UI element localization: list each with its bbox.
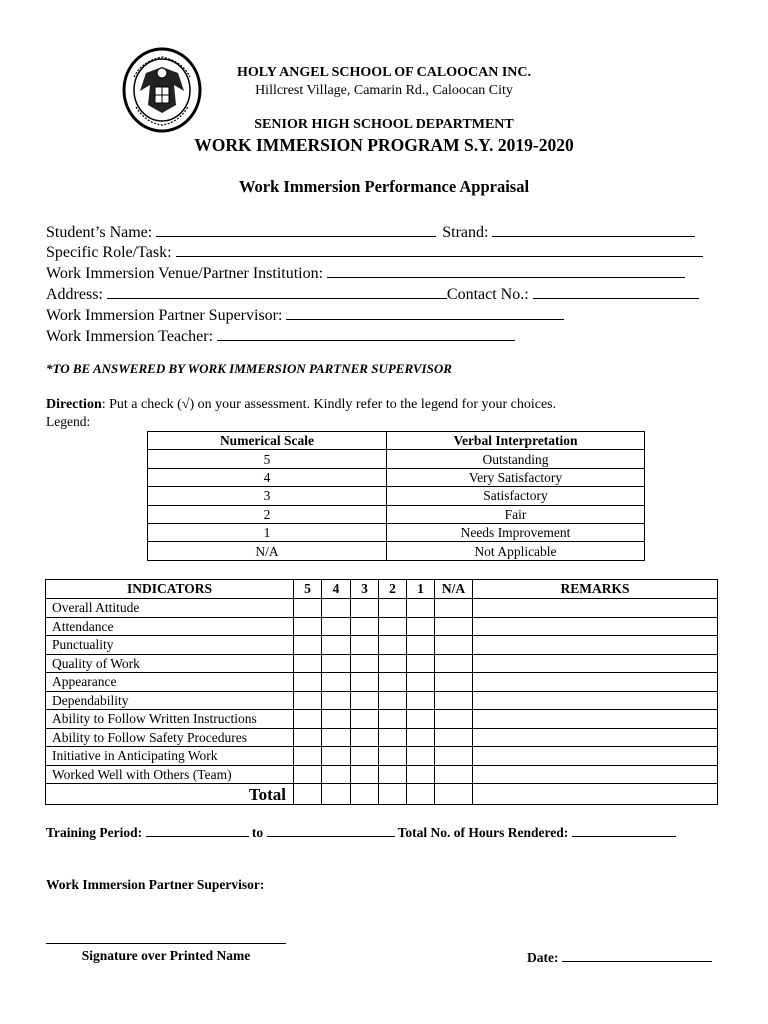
score-na-cell[interactable]	[435, 636, 473, 655]
supervisor-field[interactable]	[286, 304, 564, 320]
score-na-cell[interactable]	[435, 710, 473, 729]
score-4-cell[interactable]	[322, 599, 351, 618]
legend-interpretation: Outstanding	[387, 450, 645, 468]
score-4-cell[interactable]	[322, 728, 351, 747]
training-start-field[interactable]	[146, 823, 249, 837]
school-address: Hillcrest Village, Camarin Rd., Caloocan City	[255, 83, 513, 98]
score-na-cell[interactable]	[435, 691, 473, 710]
score-3-cell[interactable]	[351, 673, 379, 692]
indicators-header: INDICATORS	[46, 580, 294, 599]
score-3-cell[interactable]	[351, 747, 379, 766]
score-5-cell[interactable]	[294, 636, 322, 655]
score-2-cell[interactable]	[379, 654, 407, 673]
indicator-row	[46, 747, 718, 766]
legend-interpretation: Very Satisfactory	[387, 468, 645, 486]
legend-table	[147, 431, 645, 561]
score-header-1: 1	[407, 580, 435, 599]
score-1-cell[interactable]	[407, 599, 435, 618]
training-end-field[interactable]	[267, 823, 395, 837]
school-seal	[122, 47, 202, 133]
legend-row	[148, 505, 645, 523]
school-seal-icon	[122, 47, 202, 133]
partner-supervisor-label: Work Immersion Partner Supervisor:	[46, 877, 265, 892]
address-field[interactable]	[107, 283, 447, 299]
signature-label: Signature over Printed Name	[81, 948, 251, 963]
legend-scale: N/A	[148, 542, 387, 560]
score-3-cell[interactable]	[351, 654, 379, 673]
score-na-cell[interactable]	[435, 728, 473, 747]
legend-row	[148, 523, 645, 541]
supervisor-row	[46, 304, 736, 325]
score-2-cell[interactable]	[379, 728, 407, 747]
indicator-row	[46, 599, 718, 618]
total-hours-label: Total No. of Hours Rendered:	[397, 825, 569, 840]
score-4-cell[interactable]	[322, 765, 351, 784]
training-period-label: Training Period:	[46, 825, 143, 840]
indicator-label: Attendance	[46, 617, 294, 636]
direction-text	[46, 397, 556, 413]
role-row	[46, 241, 736, 262]
legend-row	[148, 542, 645, 560]
indicator-row	[46, 710, 718, 729]
score-3-cell[interactable]	[351, 636, 379, 655]
legend-interpretation: Not Applicable	[387, 542, 645, 560]
legend-label: Legend:	[46, 414, 91, 429]
supervisor-label: Work Immersion Partner Supervisor:	[46, 307, 283, 324]
score-4-cell[interactable]	[322, 617, 351, 636]
score-2-cell[interactable]	[379, 636, 407, 655]
score-1-cell[interactable]	[407, 728, 435, 747]
score-2-cell[interactable]	[379, 691, 407, 710]
indicator-label: Ability to Follow Safety Procedures	[46, 728, 294, 747]
score-4-cell[interactable]	[322, 673, 351, 692]
school-name: HOLY ANGEL SCHOOL OF CALOOCAN INC.	[236, 65, 532, 80]
total-cell[interactable]	[473, 784, 718, 805]
remarks-cell[interactable]	[473, 654, 718, 673]
legend-row	[148, 487, 645, 505]
score-5-cell[interactable]	[294, 691, 322, 710]
indicator-label: Appearance	[46, 673, 294, 692]
remarks-cell[interactable]	[473, 617, 718, 636]
score-header-2: 2	[379, 580, 407, 599]
score-header-5: 5	[294, 580, 322, 599]
score-3-cell[interactable]	[351, 617, 379, 636]
legend-row	[148, 468, 645, 486]
direction-label: Direction	[46, 397, 102, 412]
program-title: WORK IMMERSION PROGRAM S.Y. 2019-2020	[194, 135, 574, 155]
score-2-cell[interactable]	[379, 599, 407, 618]
indicator-label: Quality of Work	[46, 654, 294, 673]
score-1-cell[interactable]	[407, 765, 435, 784]
indicator-label: Overall Attitude	[46, 599, 294, 618]
contact-label: Contact No.:	[446, 286, 529, 303]
score-2-cell[interactable]	[379, 673, 407, 692]
address-row	[46, 283, 736, 304]
teacher-row	[46, 325, 736, 346]
legend-scale: 3	[148, 487, 387, 505]
teacher-label: Work Immersion Teacher:	[46, 328, 214, 345]
indicator-row	[46, 636, 718, 655]
remarks-cell[interactable]	[473, 691, 718, 710]
role-field[interactable]	[176, 241, 703, 257]
score-1-cell[interactable]	[407, 747, 435, 766]
score-na-cell[interactable]	[435, 747, 473, 766]
venue-label: Work Immersion Venue/Partner Institution:	[46, 265, 324, 282]
score-3-cell[interactable]	[351, 710, 379, 729]
total-cell[interactable]	[435, 784, 473, 805]
total-label: Total	[46, 784, 294, 805]
contact-field[interactable]	[533, 283, 699, 299]
score-5-cell[interactable]	[294, 747, 322, 766]
venue-field[interactable]	[327, 262, 685, 278]
score-na-cell[interactable]	[435, 765, 473, 784]
address-label: Address:	[46, 286, 103, 303]
total-cell[interactable]	[322, 784, 351, 805]
score-5-cell[interactable]	[294, 710, 322, 729]
score-1-cell[interactable]	[407, 617, 435, 636]
remarks-cell[interactable]	[473, 728, 718, 747]
role-label: Specific Role/Task:	[46, 244, 172, 261]
remarks-cell[interactable]	[473, 599, 718, 618]
legend-header-interpretation: Verbal Interpretation	[387, 432, 645, 450]
score-1-cell[interactable]	[407, 710, 435, 729]
legend-scale: 5	[148, 450, 387, 468]
department-title: SENIOR HIGH SCHOOL DEPARTMENT	[254, 117, 514, 132]
score-1-cell[interactable]	[407, 654, 435, 673]
indicator-label: Worked Well with Others (Team)	[46, 765, 294, 784]
legend-interpretation: Satisfactory	[387, 487, 645, 505]
score-na-cell[interactable]	[435, 673, 473, 692]
strand-field[interactable]	[492, 221, 695, 237]
score-5-cell[interactable]	[294, 599, 322, 618]
score-2-cell[interactable]	[379, 765, 407, 784]
indicator-row	[46, 691, 718, 710]
indicator-row	[46, 673, 718, 692]
score-5-cell[interactable]	[294, 728, 322, 747]
score-2-cell[interactable]	[379, 747, 407, 766]
remarks-header: REMARKS	[473, 580, 718, 599]
venue-row	[46, 262, 736, 283]
indicators-table	[45, 579, 718, 805]
score-na-cell[interactable]	[435, 599, 473, 618]
total-cell[interactable]	[407, 784, 435, 805]
legend-header-scale: Numerical Scale	[148, 432, 387, 450]
score-header-na: N/A	[435, 580, 473, 599]
strand-label: Strand:	[442, 224, 489, 241]
score-4-cell[interactable]	[322, 636, 351, 655]
remarks-cell[interactable]	[473, 765, 718, 784]
score-5-cell[interactable]	[294, 673, 322, 692]
score-5-cell[interactable]	[294, 765, 322, 784]
score-3-cell[interactable]	[351, 599, 379, 618]
teacher-field[interactable]	[217, 325, 515, 341]
score-header-3: 3	[351, 580, 379, 599]
indicator-row	[46, 654, 718, 673]
total-hours-field[interactable]	[572, 823, 676, 837]
score-1-cell[interactable]	[407, 636, 435, 655]
indicator-row	[46, 765, 718, 784]
legend-interpretation: Fair	[387, 505, 645, 523]
score-3-cell[interactable]	[351, 691, 379, 710]
legend-interpretation: Needs Improvement	[387, 523, 645, 541]
score-2-cell[interactable]	[379, 617, 407, 636]
legend-row	[148, 450, 645, 468]
direction-body: : Put a check (√) on your assessment. Kindly refer to the legend for your choices.	[101, 397, 557, 412]
form-title: Work Immersion Performance Appraisal	[238, 177, 530, 196]
date-row	[527, 948, 712, 966]
indicator-row	[46, 728, 718, 747]
score-2-cell[interactable]	[379, 710, 407, 729]
legend-scale: 4	[148, 468, 387, 486]
indicator-label: Ability to Follow Written Instructions	[46, 710, 294, 729]
score-5-cell[interactable]	[294, 654, 322, 673]
student-name-label: Student’s Name:	[46, 224, 153, 241]
remarks-cell[interactable]	[473, 710, 718, 729]
total-row	[46, 784, 718, 805]
indicator-label: Initiative in Anticipating Work	[46, 747, 294, 766]
instruction-note: *TO BE ANSWERED BY WORK IMMERSION PARTNER SUPERVISOR	[46, 361, 452, 376]
legend-scale: 1	[148, 523, 387, 541]
total-cell[interactable]	[379, 784, 407, 805]
score-4-cell[interactable]	[322, 710, 351, 729]
score-4-cell[interactable]	[322, 747, 351, 766]
indicators-header-row	[46, 580, 718, 599]
score-3-cell[interactable]	[351, 728, 379, 747]
score-1-cell[interactable]	[407, 691, 435, 710]
score-header-4: 4	[322, 580, 351, 599]
signature-line[interactable]	[46, 943, 286, 944]
score-na-cell[interactable]	[435, 617, 473, 636]
remarks-cell[interactable]	[473, 636, 718, 655]
training-period-row	[46, 823, 676, 841]
total-cell[interactable]	[351, 784, 379, 805]
indicator-label: Punctuality	[46, 636, 294, 655]
score-4-cell[interactable]	[322, 691, 351, 710]
indicator-label: Dependability	[46, 691, 294, 710]
remarks-cell[interactable]	[473, 673, 718, 692]
remarks-cell[interactable]	[473, 747, 718, 766]
legend-scale: 2	[148, 505, 387, 523]
score-5-cell[interactable]	[294, 617, 322, 636]
date-field[interactable]	[562, 948, 712, 962]
total-cell[interactable]	[294, 784, 322, 805]
score-1-cell[interactable]	[407, 673, 435, 692]
date-label: Date:	[527, 950, 559, 965]
indicator-row	[46, 617, 718, 636]
score-na-cell[interactable]	[435, 654, 473, 673]
student-name-row	[46, 221, 736, 242]
score-3-cell[interactable]	[351, 765, 379, 784]
legend-header-row	[148, 432, 645, 450]
student-name-field[interactable]	[156, 221, 436, 237]
to-label: to	[251, 825, 264, 840]
score-4-cell[interactable]	[322, 654, 351, 673]
